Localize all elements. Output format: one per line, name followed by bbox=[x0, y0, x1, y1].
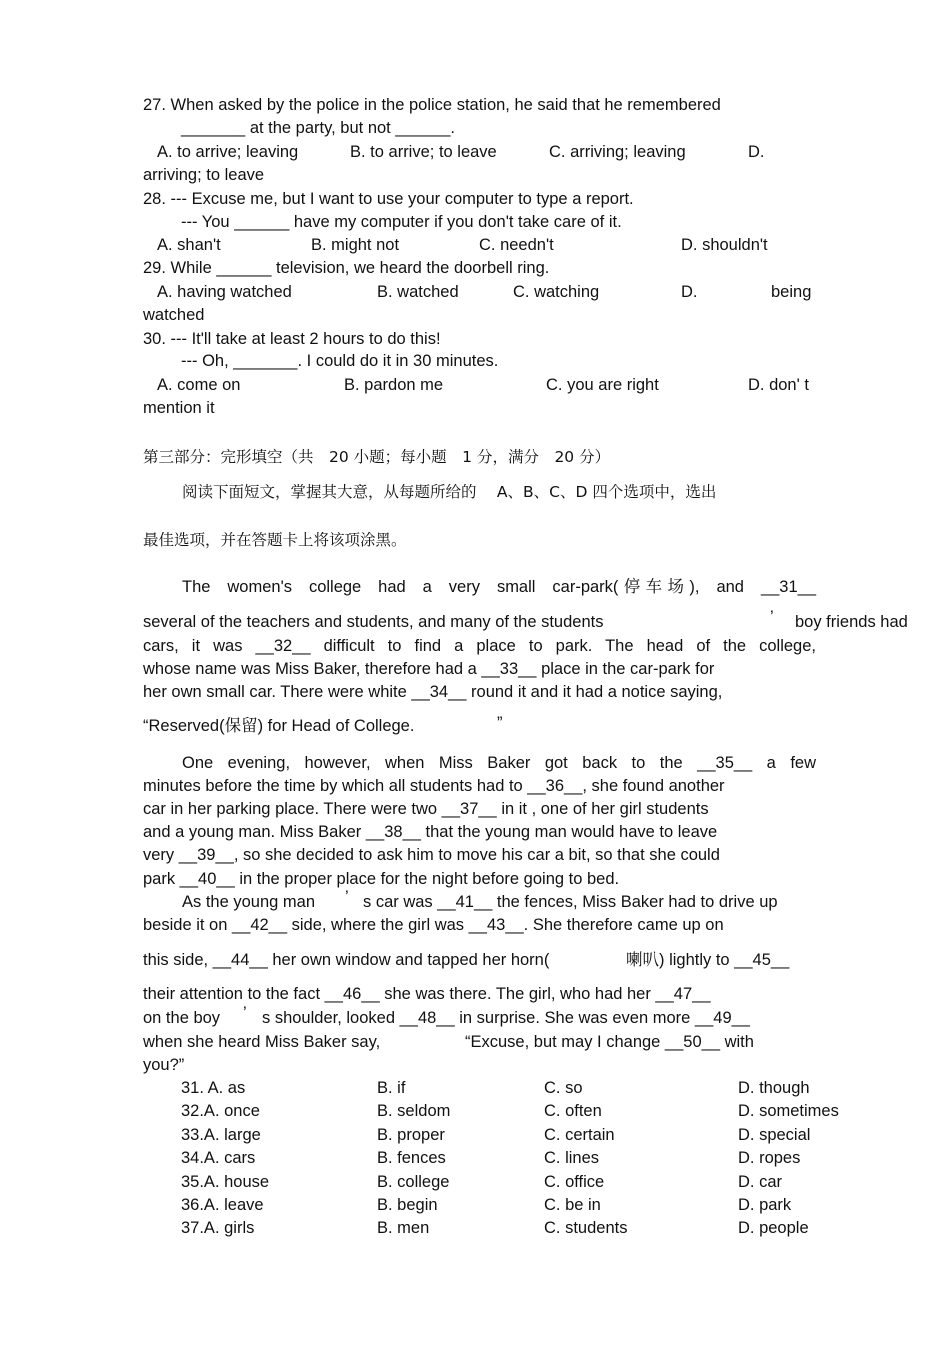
option-b: B. if bbox=[377, 1079, 406, 1097]
passage-line: whose name was Miss Baker, therefore had a __33__ place in the car-park for bbox=[143, 660, 715, 678]
option-c: C. be in bbox=[544, 1196, 601, 1214]
q27-option-a: A. to arrive; leaving bbox=[157, 143, 299, 161]
option-d: D. people bbox=[738, 1219, 809, 1238]
q29-option-d-word: being bbox=[771, 283, 812, 301]
section-instructions-line2: 最佳选项，并在答题卡上将该项涂黑。 bbox=[143, 531, 407, 549]
q30-option-b: B. pardon me bbox=[344, 376, 444, 394]
q28-option-a: A. shan't bbox=[157, 236, 221, 254]
q28-option-c: C. needn't bbox=[479, 236, 554, 254]
passage-line: s car was __41__ the fences, Miss Baker had to drive up bbox=[363, 893, 778, 911]
q29-option-c: C. watching bbox=[513, 283, 600, 301]
option-b: B. proper bbox=[377, 1125, 445, 1144]
option-b: B. begin bbox=[377, 1196, 438, 1214]
q27-option-c: C. arriving; leaving bbox=[549, 143, 686, 161]
passage-line: their attention to the fact __46__ she was there. The girl, who had her __47__ bbox=[143, 985, 711, 1003]
passage-line: The women's college had a very small car-park(停车场), and __31__ bbox=[182, 578, 816, 596]
q30-stem-cont: --- Oh, _______. I could do it in 30 minutes. bbox=[181, 352, 499, 370]
passage-line: very __39__, so she decided to ask him to move his car a bit, so that she could bbox=[143, 846, 720, 864]
q27-option-d: D. bbox=[748, 143, 765, 161]
q30-option-d-text: mention it bbox=[143, 399, 215, 417]
option-b: B. seldom bbox=[377, 1102, 451, 1121]
passage-line: cars, it was __32__ difficult to find a place to park. The head of the college, bbox=[143, 637, 816, 655]
q28-option-b: B. might not bbox=[311, 236, 400, 254]
option-d: D. special bbox=[738, 1125, 811, 1144]
option-b: B. college bbox=[377, 1172, 450, 1191]
q29-option-a: A. having watched bbox=[157, 283, 292, 301]
passage-line: and a young man. Miss Baker __38__ that the young man would have to leave bbox=[143, 823, 718, 841]
passage-line: “Reserved(保留) for Head of College. bbox=[143, 717, 415, 735]
option-a: 34.A. cars bbox=[181, 1149, 256, 1168]
q29-stem: 29. While ______ television, we heard the doorbell ring. bbox=[143, 259, 550, 277]
passage-line: boy friends had bbox=[795, 613, 908, 631]
section-title: 第三部分：完形填空（共 20 小题；每小题 1 分，满分 20 分） bbox=[143, 448, 611, 466]
passage-line: several of the teachers and students, and many of the students bbox=[143, 613, 604, 631]
option-d: D. park bbox=[738, 1196, 792, 1214]
q27-stem-cont: _______ at the party, but not ______. bbox=[181, 119, 455, 137]
passage-line: this side, __44__ her own window and tapped her horn( bbox=[143, 951, 550, 969]
passage-line: car in her parking place. There were two __37__ in it , one of her girl students bbox=[143, 800, 709, 818]
option-c: C. certain bbox=[544, 1125, 615, 1144]
passage-line: beside it on __42__ side, where the girl was __43__. She therefore came up on bbox=[143, 916, 724, 934]
q28-option-d: D. shouldn't bbox=[681, 236, 768, 254]
option-a: 31. A. as bbox=[181, 1079, 246, 1097]
option-c: C. office bbox=[544, 1172, 605, 1191]
option-d: D. though bbox=[738, 1079, 810, 1097]
option-a: 33.A. large bbox=[181, 1125, 261, 1144]
q27-stem: 27. When asked by the police in the police station, he said that he remembered bbox=[143, 96, 721, 114]
q30-option-a: A. come on bbox=[157, 376, 241, 394]
passage-apostrophe: ’ bbox=[243, 1004, 247, 1022]
q30-option-c: C. you are right bbox=[546, 376, 659, 394]
q29-option-d: D. bbox=[681, 283, 698, 301]
passage-quote: ” bbox=[497, 714, 503, 732]
option-a: 35.A. house bbox=[181, 1172, 270, 1191]
q30-stem: 30. --- It'll take at least 2 hours to do this! bbox=[143, 330, 441, 348]
passage-line: 喇叭) lightly to __45__ bbox=[626, 951, 790, 969]
q29-option-b: B. watched bbox=[377, 283, 459, 301]
passage-line: when she heard Miss Baker say, bbox=[143, 1033, 381, 1051]
passage-apostrophe: ’ bbox=[770, 608, 774, 626]
option-c: C. so bbox=[544, 1079, 583, 1097]
option-d: D. ropes bbox=[738, 1149, 801, 1168]
option-d: D. sometimes bbox=[738, 1102, 839, 1121]
passage-line: on the boy bbox=[143, 1009, 221, 1027]
option-a: 37.A. girls bbox=[181, 1219, 255, 1238]
passage-line: her own small car. There were white __34__ round it and it had a notice saying, bbox=[143, 683, 723, 701]
q27-option-d-text: arriving; to leave bbox=[143, 166, 265, 184]
q29-option-d-text: watched bbox=[143, 306, 205, 324]
passage-line: As the young man bbox=[182, 893, 315, 911]
q28-stem-cont: --- You ______ have my computer if you don't take care of it. bbox=[181, 213, 622, 231]
passage-line: minutes before the time by which all students had to __36__, she found another bbox=[143, 777, 725, 795]
option-c: C. students bbox=[544, 1219, 628, 1238]
passage-line: “Excuse, but may I change __50__ with bbox=[465, 1033, 754, 1051]
q28-stem: 28. --- Excuse me, but I want to use your computer to type a report. bbox=[143, 190, 634, 208]
q30-option-d: D. don' t bbox=[748, 376, 809, 394]
passage-line: park __40__ in the proper place for the night before going to bed. bbox=[143, 870, 620, 888]
passage-line: s shoulder, looked __48__ in surprise. She was even more __49__ bbox=[262, 1009, 750, 1027]
option-d: D. car bbox=[738, 1172, 783, 1191]
option-b: B. men bbox=[377, 1219, 430, 1238]
option-a: 32.A. once bbox=[181, 1102, 260, 1121]
passage-line: One evening, however, when Miss Baker got back to the __35__ a few bbox=[182, 754, 816, 772]
option-b: B. fences bbox=[377, 1149, 446, 1168]
section-instructions-line1: 阅读下面短文，掌握其大意，从每题所给的 A、B、C、D 四个选项中，选出 bbox=[182, 483, 717, 501]
option-c: C. lines bbox=[544, 1149, 600, 1168]
option-a: 36.A. leave bbox=[181, 1196, 264, 1214]
q27-option-b: B. to arrive; to leave bbox=[350, 143, 497, 161]
passage-apostrophe: ’ bbox=[345, 888, 349, 906]
passage-line: you?” bbox=[143, 1056, 185, 1074]
option-c: C. often bbox=[544, 1102, 602, 1121]
